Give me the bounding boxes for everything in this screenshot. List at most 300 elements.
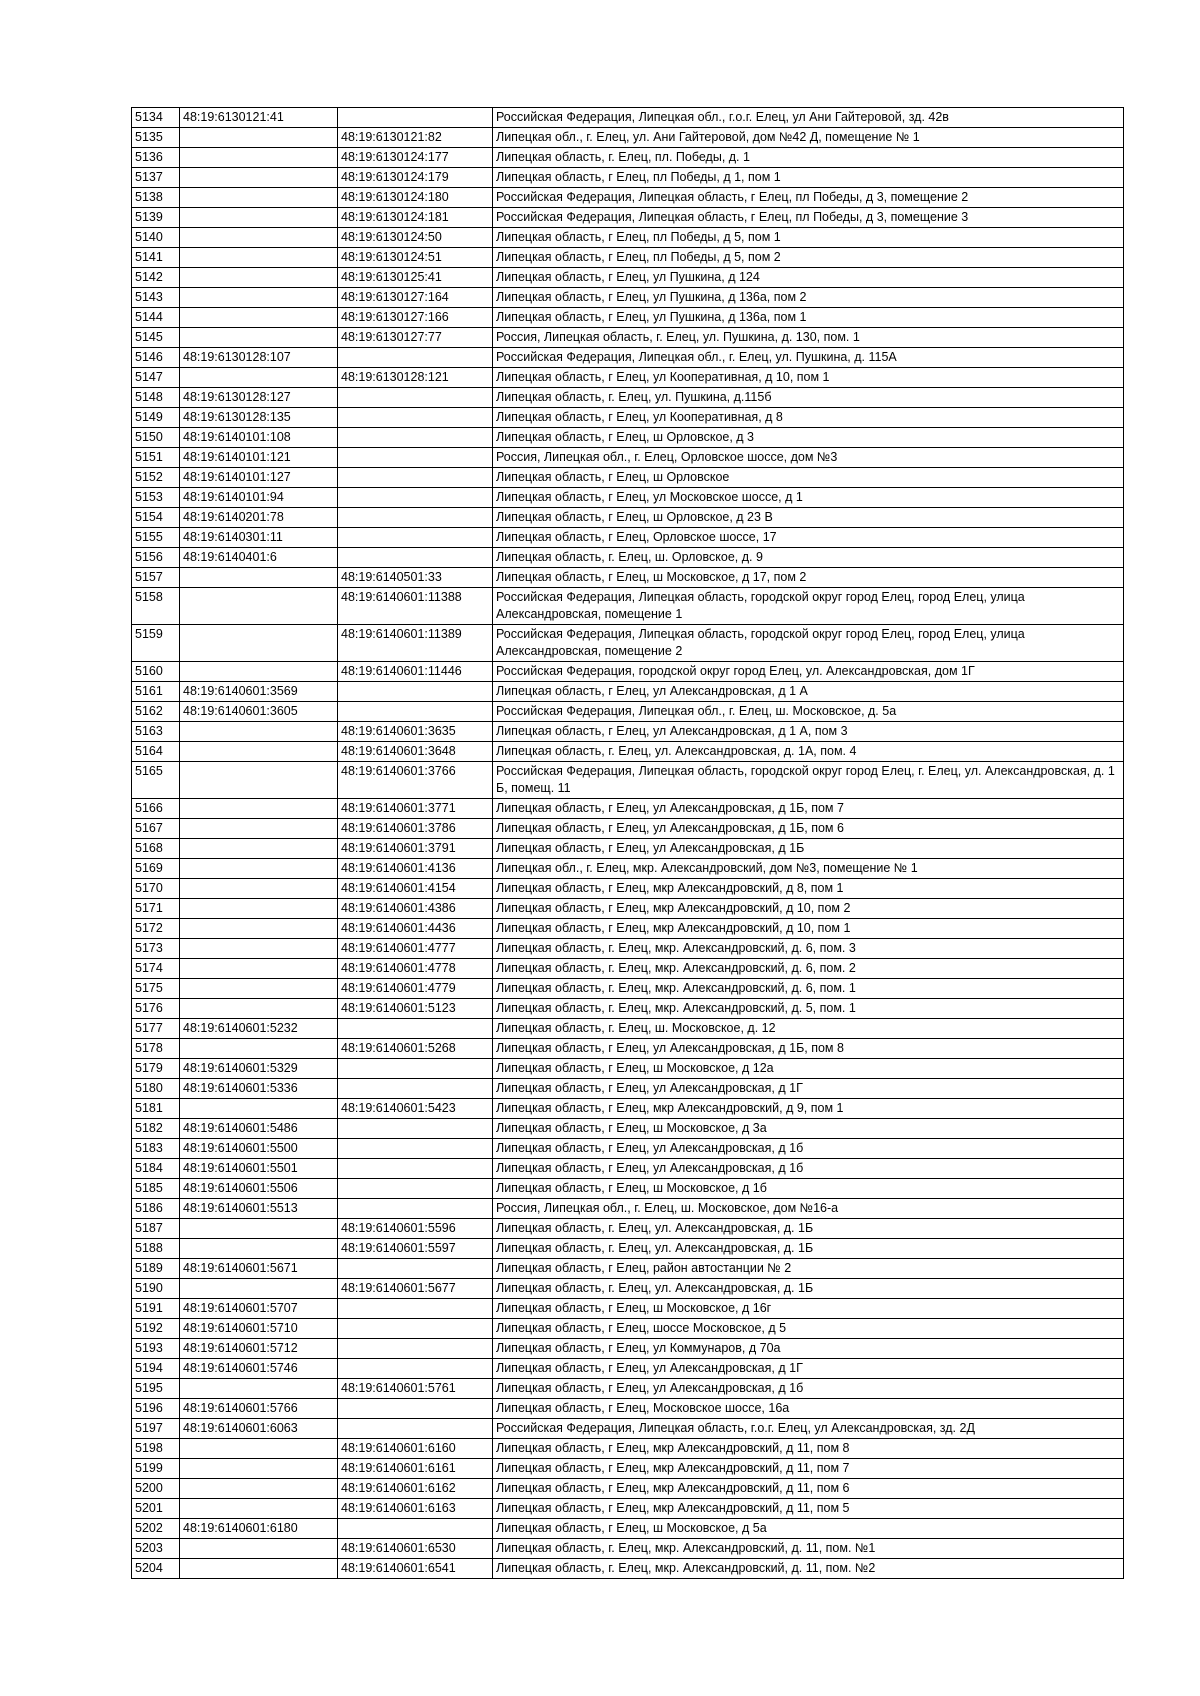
premises-cadastral-number-cell <box>338 1419 493 1439</box>
table-row <box>132 1099 1124 1119</box>
address-cell: Липецкая область, г Елец, Орловское шоссе, 17 <box>493 528 1124 548</box>
table-row <box>132 1139 1124 1159</box>
cadastral-number-cell: 48:19:6140101:121 <box>180 448 338 468</box>
premises-cadastral-number-cell: 48:19:6130127:166 <box>338 308 493 328</box>
address-cell: Липецкая область, г. Елец, ш. Орловское, д. 9 <box>493 548 1124 568</box>
cadastral-number-cell <box>180 662 338 682</box>
table-row <box>132 1219 1124 1239</box>
premises-cadastral-number-cell: 48:19:6140601:4777 <box>338 939 493 959</box>
premises-cadastral-number-cell <box>338 1339 493 1359</box>
cadastral-number-cell: 48:19:6140601:6063 <box>180 1419 338 1439</box>
table-row <box>132 939 1124 959</box>
address-cell: Липецкая область, г Елец, ш Московское, д 12а <box>493 1059 1124 1079</box>
row-number-cell: 5173 <box>132 939 180 959</box>
premises-cadastral-number-cell <box>338 702 493 722</box>
table-row <box>132 1339 1124 1359</box>
premises-cadastral-number-cell: 48:19:6140601:11446 <box>338 662 493 682</box>
address-cell: Липецкая область, г Елец, мкр Александровский, д 10, пом 1 <box>493 919 1124 939</box>
address-cell: Липецкая область, г Елец, мкр Александровский, д 8, пом 1 <box>493 879 1124 899</box>
row-number-cell: 5138 <box>132 188 180 208</box>
table-row <box>132 1359 1124 1379</box>
address-cell: Российская Федерация, Липецкая обл., г. Елец, ул. Пушкина, д. 115А <box>493 348 1124 368</box>
address-cell: Липецкая область, г Елец, ул Кооперативная, д 8 <box>493 408 1124 428</box>
row-number-cell: 5146 <box>132 348 180 368</box>
row-number-cell: 5160 <box>132 662 180 682</box>
premises-cadastral-number-cell: 48:19:6140601:11389 <box>338 625 493 662</box>
row-number-cell: 5194 <box>132 1359 180 1379</box>
premises-cadastral-number-cell <box>338 1059 493 1079</box>
row-number-cell: 5149 <box>132 408 180 428</box>
premises-cadastral-number-cell <box>338 1079 493 1099</box>
address-cell: Российская Федерация, Липецкая область, г Елец, пл Победы, д 3, помещение 2 <box>493 188 1124 208</box>
cadastral-number-cell <box>180 722 338 742</box>
premises-cadastral-number-cell: 48:19:6140601:3648 <box>338 742 493 762</box>
table-row <box>132 839 1124 859</box>
cadastral-number-cell: 48:19:6140601:5486 <box>180 1119 338 1139</box>
table-row <box>132 128 1124 148</box>
address-cell: Российская Федерация, Липецкая область, городской округ город Елец, г. Елец, ул. Александровская, д. 1 Б, помещ. 11 <box>493 762 1124 799</box>
address-cell: Липецкая область, г. Елец, мкр. Александровский, д. 6, пом. 3 <box>493 939 1124 959</box>
address-cell: Российская Федерация, Липецкая обл., г.о.г. Елец, ул Ани Гайтеровой, зд. 42в <box>493 108 1124 128</box>
table-row <box>132 1039 1124 1059</box>
cadastral-number-cell <box>180 879 338 899</box>
cadastral-number-cell <box>180 1479 338 1499</box>
premises-cadastral-number-cell: 48:19:6130124:50 <box>338 228 493 248</box>
premises-cadastral-number-cell: 48:19:6130127:164 <box>338 288 493 308</box>
premises-cadastral-number-cell <box>338 1259 493 1279</box>
table-row <box>132 1519 1124 1539</box>
cadastral-number-cell <box>180 1539 338 1559</box>
cadastral-number-cell: 48:19:6140601:6180 <box>180 1519 338 1539</box>
row-number-cell: 5164 <box>132 742 180 762</box>
premises-cadastral-number-cell: 48:19:6130128:121 <box>338 368 493 388</box>
address-cell: Липецкая область, г Елец, район автостанции № 2 <box>493 1259 1124 1279</box>
table-row <box>132 1459 1124 1479</box>
address-cell: Липецкая область, г. Елец, ш. Московское, д. 12 <box>493 1019 1124 1039</box>
table-row <box>132 722 1124 742</box>
cadastral-number-cell: 48:19:6140601:5500 <box>180 1139 338 1159</box>
table-row <box>132 168 1124 188</box>
table-row <box>132 979 1124 999</box>
address-cell: Липецкая область, г Елец, шоссе Московское, д 5 <box>493 1319 1124 1339</box>
premises-cadastral-number-cell: 48:19:6130124:177 <box>338 148 493 168</box>
address-cell: Липецкая область, г Елец, ул Коммунаров, д 70а <box>493 1339 1124 1359</box>
cadastral-number-cell <box>180 588 338 625</box>
cadastral-number-cell <box>180 625 338 662</box>
cadastral-number-cell: 48:19:6140601:5671 <box>180 1259 338 1279</box>
table-row <box>132 428 1124 448</box>
row-number-cell: 5143 <box>132 288 180 308</box>
cadastral-number-cell: 48:19:6140301:11 <box>180 528 338 548</box>
address-cell: Липецкая область, г Елец, ул Александровская, д 1 А <box>493 682 1124 702</box>
address-cell: Липецкая область, г Елец, ул Александровская, д 1 А, пом 3 <box>493 722 1124 742</box>
table-row <box>132 408 1124 428</box>
table-row <box>132 248 1124 268</box>
row-number-cell: 5136 <box>132 148 180 168</box>
premises-cadastral-number-cell <box>338 1299 493 1319</box>
premises-cadastral-number-cell <box>338 1179 493 1199</box>
address-cell: Липецкая область, г Елец, пл Победы, д 1, пом 1 <box>493 168 1124 188</box>
table-row <box>132 548 1124 568</box>
address-cell: Липецкая область, г Елец, Московское шоссе, 16а <box>493 1399 1124 1419</box>
address-cell: Липецкая область, г. Елец, мкр. Александровский, д. 11, пом. №2 <box>493 1559 1124 1579</box>
table-row <box>132 268 1124 288</box>
property-register-table <box>131 107 1124 1579</box>
cadastral-number-cell: 48:19:6140601:5232 <box>180 1019 338 1039</box>
premises-cadastral-number-cell: 48:19:6140601:3791 <box>338 839 493 859</box>
address-cell: Липецкая область, г Елец, ул Пушкина, д 136а, пом 2 <box>493 288 1124 308</box>
address-cell: Россия, Липецкая обл., г. Елец, Орловское шоссе, дом №3 <box>493 448 1124 468</box>
premises-cadastral-number-cell: 48:19:6140601:4136 <box>338 859 493 879</box>
row-number-cell: 5167 <box>132 819 180 839</box>
address-cell: Липецкая область, г Елец, ул Александровская, д 1Б, пом 6 <box>493 819 1124 839</box>
address-cell: Липецкая область, г Елец, ш Московское, д 5а <box>493 1519 1124 1539</box>
table-row <box>132 1199 1124 1219</box>
cadastral-number-cell <box>180 208 338 228</box>
address-cell: Липецкая область, г Елец, ул Кооперативная, д 10, пом 1 <box>493 368 1124 388</box>
address-cell: Липецкая область, г Елец, ул Александровская, д 1Г <box>493 1359 1124 1379</box>
cadastral-number-cell <box>180 1099 338 1119</box>
row-number-cell: 5179 <box>132 1059 180 1079</box>
cadastral-number-cell: 48:19:6140601:5746 <box>180 1359 338 1379</box>
row-number-cell: 5177 <box>132 1019 180 1039</box>
row-number-cell: 5156 <box>132 548 180 568</box>
premises-cadastral-number-cell: 48:19:6130124:51 <box>338 248 493 268</box>
premises-cadastral-number-cell <box>338 508 493 528</box>
address-cell: Липецкая область, г. Елец, мкр. Александровский, д. 11, пом. №1 <box>493 1539 1124 1559</box>
table-row <box>132 702 1124 722</box>
cadastral-number-cell: 48:19:6140601:5336 <box>180 1079 338 1099</box>
table-row <box>132 1059 1124 1079</box>
row-number-cell: 5183 <box>132 1139 180 1159</box>
table-row <box>132 588 1124 625</box>
table-row <box>132 388 1124 408</box>
row-number-cell: 5165 <box>132 762 180 799</box>
address-cell: Липецкая область, г Елец, ул Александровская, д 1Б, пом 7 <box>493 799 1124 819</box>
row-number-cell: 5178 <box>132 1039 180 1059</box>
row-number-cell: 5181 <box>132 1099 180 1119</box>
row-number-cell: 5147 <box>132 368 180 388</box>
table-row <box>132 188 1124 208</box>
premises-cadastral-number-cell: 48:19:6140601:5596 <box>338 1219 493 1239</box>
table-row <box>132 919 1124 939</box>
row-number-cell: 5170 <box>132 879 180 899</box>
cadastral-number-cell <box>180 742 338 762</box>
cadastral-number-cell <box>180 959 338 979</box>
table-row <box>132 1299 1124 1319</box>
row-number-cell: 5162 <box>132 702 180 722</box>
cadastral-number-cell <box>180 328 338 348</box>
row-number-cell: 5148 <box>132 388 180 408</box>
row-number-cell: 5196 <box>132 1399 180 1419</box>
cadastral-number-cell <box>180 228 338 248</box>
premises-cadastral-number-cell <box>338 1159 493 1179</box>
cadastral-number-cell <box>180 859 338 879</box>
premises-cadastral-number-cell: 48:19:6140601:4778 <box>338 959 493 979</box>
cadastral-number-cell: 48:19:6140601:3569 <box>180 682 338 702</box>
address-cell: Липецкая область, г Елец, пл Победы, д 5, пом 2 <box>493 248 1124 268</box>
table-row <box>132 682 1124 702</box>
address-cell: Липецкая область, г Елец, мкр Александровский, д 11, пом 8 <box>493 1439 1124 1459</box>
table-row <box>132 899 1124 919</box>
table-row <box>132 1159 1124 1179</box>
premises-cadastral-number-cell: 48:19:6140601:5123 <box>338 999 493 1019</box>
premises-cadastral-number-cell: 48:19:6130124:180 <box>338 188 493 208</box>
premises-cadastral-number-cell: 48:19:6140601:4436 <box>338 919 493 939</box>
cadastral-number-cell <box>180 1379 338 1399</box>
cadastral-number-cell: 48:19:6140101:94 <box>180 488 338 508</box>
row-number-cell: 5158 <box>132 588 180 625</box>
cadastral-number-cell: 48:19:6140601:5766 <box>180 1399 338 1419</box>
cadastral-number-cell <box>180 368 338 388</box>
premises-cadastral-number-cell <box>338 1119 493 1139</box>
premises-cadastral-number-cell <box>338 1359 493 1379</box>
row-number-cell: 5175 <box>132 979 180 999</box>
cadastral-number-cell: 48:19:6140601:5712 <box>180 1339 338 1359</box>
row-number-cell: 5187 <box>132 1219 180 1239</box>
address-cell: Липецкая область, г. Елец, ул. Александровская, д. 1Б <box>493 1239 1124 1259</box>
table-row <box>132 328 1124 348</box>
premises-cadastral-number-cell: 48:19:6140601:6160 <box>338 1439 493 1459</box>
cadastral-number-cell: 48:19:6140601:3605 <box>180 702 338 722</box>
premises-cadastral-number-cell: 48:19:6140601:5268 <box>338 1039 493 1059</box>
cadastral-number-cell <box>180 128 338 148</box>
table-row <box>132 528 1124 548</box>
row-number-cell: 5134 <box>132 108 180 128</box>
address-cell: Липецкая область, г. Елец, пл. Победы, д. 1 <box>493 148 1124 168</box>
cadastral-number-cell <box>180 188 338 208</box>
cadastral-number-cell <box>180 148 338 168</box>
address-cell: Липецкая область, г Елец, ул Александровская, д 1б <box>493 1159 1124 1179</box>
premises-cadastral-number-cell: 48:19:6140601:6162 <box>338 1479 493 1499</box>
premises-cadastral-number-cell: 48:19:6140601:3771 <box>338 799 493 819</box>
premises-cadastral-number-cell <box>338 448 493 468</box>
premises-cadastral-number-cell: 48:19:6140501:33 <box>338 568 493 588</box>
row-number-cell: 5139 <box>132 208 180 228</box>
row-number-cell: 5189 <box>132 1259 180 1279</box>
premises-cadastral-number-cell: 48:19:6130124:179 <box>338 168 493 188</box>
address-cell: Российская Федерация, Липецкая область, г.о.г. Елец, ул Александровская, зд. 2Д <box>493 1419 1124 1439</box>
row-number-cell: 5204 <box>132 1559 180 1579</box>
table-row <box>132 1419 1124 1439</box>
table-row <box>132 348 1124 368</box>
address-cell: Липецкая область, г Елец, ш Орловское, д 23 В <box>493 508 1124 528</box>
address-cell: Липецкая область, г Елец, мкр Александровский, д 11, пом 5 <box>493 1499 1124 1519</box>
table-row <box>132 819 1124 839</box>
cadastral-number-cell: 48:19:6140601:5707 <box>180 1299 338 1319</box>
address-cell: Россия, Липецкая обл., г. Елец, ш. Московское, дом №16-а <box>493 1199 1124 1219</box>
cadastral-number-cell <box>180 979 338 999</box>
premises-cadastral-number-cell: 48:19:6140601:3766 <box>338 762 493 799</box>
cadastral-number-cell: 48:19:6140401:6 <box>180 548 338 568</box>
address-cell: Липецкая область, г Елец, ш Орловское <box>493 468 1124 488</box>
cadastral-number-cell: 48:19:6130128:127 <box>180 388 338 408</box>
row-number-cell: 5152 <box>132 468 180 488</box>
row-number-cell: 5176 <box>132 999 180 1019</box>
table-row <box>132 1259 1124 1279</box>
address-cell: Липецкая область, г. Елец, ул. Пушкина, д.115б <box>493 388 1124 408</box>
row-number-cell: 5195 <box>132 1379 180 1399</box>
cadastral-number-cell: 48:19:6130128:135 <box>180 408 338 428</box>
row-number-cell: 5172 <box>132 919 180 939</box>
row-number-cell: 5201 <box>132 1499 180 1519</box>
row-number-cell: 5157 <box>132 568 180 588</box>
address-cell: Липецкая область, г. Елец, мкр. Александровский, д. 6, пом. 2 <box>493 959 1124 979</box>
table-row <box>132 1539 1124 1559</box>
premises-cadastral-number-cell: 48:19:6140601:6541 <box>338 1559 493 1579</box>
table-row <box>132 108 1124 128</box>
row-number-cell: 5153 <box>132 488 180 508</box>
row-number-cell: 5145 <box>132 328 180 348</box>
row-number-cell: 5135 <box>132 128 180 148</box>
table-row <box>132 1239 1124 1259</box>
row-number-cell: 5142 <box>132 268 180 288</box>
address-cell: Липецкая область, г Елец, мкр Александровский, д 11, пом 7 <box>493 1459 1124 1479</box>
row-number-cell: 5169 <box>132 859 180 879</box>
cadastral-number-cell <box>180 248 338 268</box>
address-cell: Российская Федерация, Липецкая область, г Елец, пл Победы, д 3, помещение 3 <box>493 208 1124 228</box>
address-cell: Липецкая область, г. Елец, ул. Александровская, д. 1А, пом. 4 <box>493 742 1124 762</box>
premises-cadastral-number-cell: 48:19:6140601:4779 <box>338 979 493 999</box>
premises-cadastral-number-cell <box>338 108 493 128</box>
cadastral-number-cell <box>180 919 338 939</box>
premises-cadastral-number-cell <box>338 348 493 368</box>
cadastral-number-cell: 48:19:6130128:107 <box>180 348 338 368</box>
cadastral-number-cell <box>180 168 338 188</box>
address-cell: Липецкая область, г Елец, мкр Александровский, д 11, пом 6 <box>493 1479 1124 1499</box>
row-number-cell: 5151 <box>132 448 180 468</box>
table-row <box>132 1079 1124 1099</box>
cadastral-number-cell <box>180 999 338 1019</box>
table-body <box>132 108 1124 1579</box>
table-row <box>132 368 1124 388</box>
table-row <box>132 228 1124 248</box>
row-number-cell: 5140 <box>132 228 180 248</box>
premises-cadastral-number-cell: 48:19:6140601:4154 <box>338 879 493 899</box>
row-number-cell: 5141 <box>132 248 180 268</box>
cadastral-number-cell <box>180 1559 338 1579</box>
cadastral-number-cell <box>180 839 338 859</box>
premises-cadastral-number-cell <box>338 388 493 408</box>
table-row <box>132 1479 1124 1499</box>
cadastral-number-cell <box>180 1239 338 1259</box>
row-number-cell: 5203 <box>132 1539 180 1559</box>
cadastral-number-cell <box>180 1439 338 1459</box>
row-number-cell: 5154 <box>132 508 180 528</box>
premises-cadastral-number-cell <box>338 1139 493 1159</box>
row-number-cell: 5185 <box>132 1179 180 1199</box>
cadastral-number-cell: 48:19:6140101:127 <box>180 468 338 488</box>
address-cell: Российская Федерация, Липецкая область, городской округ город Елец, город Елец, улица Александровская, помещение 1 <box>493 588 1124 625</box>
row-number-cell: 5180 <box>132 1079 180 1099</box>
premises-cadastral-number-cell <box>338 428 493 448</box>
cadastral-number-cell <box>180 288 338 308</box>
cadastral-number-cell <box>180 762 338 799</box>
table-row <box>132 488 1124 508</box>
row-number-cell: 5166 <box>132 799 180 819</box>
premises-cadastral-number-cell: 48:19:6130125:41 <box>338 268 493 288</box>
premises-cadastral-number-cell <box>338 1199 493 1219</box>
address-cell: Российская Федерация, Липецкая обл., г. Елец, ш. Московское, д. 5а <box>493 702 1124 722</box>
cadastral-number-cell <box>180 799 338 819</box>
premises-cadastral-number-cell: 48:19:6140601:6163 <box>338 1499 493 1519</box>
row-number-cell: 5191 <box>132 1299 180 1319</box>
table-row <box>132 859 1124 879</box>
cadastral-number-cell: 48:19:6140601:5506 <box>180 1179 338 1199</box>
premises-cadastral-number-cell: 48:19:6140601:5597 <box>338 1239 493 1259</box>
address-cell: Липецкая область, г Елец, мкр Александровский, д 10, пом 2 <box>493 899 1124 919</box>
row-number-cell: 5182 <box>132 1119 180 1139</box>
table-row <box>132 1559 1124 1579</box>
row-number-cell: 5188 <box>132 1239 180 1259</box>
address-cell: Российская Федерация, Липецкая область, городской округ город Елец, город Елец, улица Александровская, помещение 2 <box>493 625 1124 662</box>
row-number-cell: 5171 <box>132 899 180 919</box>
premises-cadastral-number-cell <box>338 488 493 508</box>
row-number-cell: 5198 <box>132 1439 180 1459</box>
address-cell: Липецкая область, г. Елец, ул. Александровская, д. 1Б <box>493 1219 1124 1239</box>
table-row <box>132 1119 1124 1139</box>
premises-cadastral-number-cell: 48:19:6140601:3786 <box>338 819 493 839</box>
premises-cadastral-number-cell: 48:19:6140601:11388 <box>338 588 493 625</box>
row-number-cell: 5144 <box>132 308 180 328</box>
address-cell: Липецкая область, г Елец, ул Александровская, д 1б <box>493 1139 1124 1159</box>
address-cell: Россия, Липецкая область, г. Елец, ул. Пушкина, д. 130, пом. 1 <box>493 328 1124 348</box>
cadastral-number-cell <box>180 568 338 588</box>
row-number-cell: 5199 <box>132 1459 180 1479</box>
cadastral-number-cell <box>180 268 338 288</box>
address-cell: Липецкая область, г Елец, ш Московское, д 1б <box>493 1179 1124 1199</box>
table-row <box>132 1319 1124 1339</box>
premises-cadastral-number-cell <box>338 1519 493 1539</box>
cadastral-number-cell <box>180 308 338 328</box>
row-number-cell: 5159 <box>132 625 180 662</box>
premises-cadastral-number-cell: 48:19:6140601:3635 <box>338 722 493 742</box>
address-cell: Липецкая область, г Елец, ш Орловское, д 3 <box>493 428 1124 448</box>
cadastral-number-cell: 48:19:6140601:5513 <box>180 1199 338 1219</box>
cadastral-number-cell: 48:19:6140601:5710 <box>180 1319 338 1339</box>
cadastral-number-cell: 48:19:6140201:78 <box>180 508 338 528</box>
cadastral-number-cell <box>180 1279 338 1299</box>
row-number-cell: 5200 <box>132 1479 180 1499</box>
premises-cadastral-number-cell: 48:19:6130121:82 <box>338 128 493 148</box>
address-cell: Липецкая область, г Елец, ул Александровская, д 1б <box>493 1379 1124 1399</box>
address-cell: Липецкая область, г Елец, ул Пушкина, д 136а, пом 1 <box>493 308 1124 328</box>
premises-cadastral-number-cell <box>338 682 493 702</box>
address-cell: Липецкая область, г Елец, ш Московское, д 17, пом 2 <box>493 568 1124 588</box>
table-row <box>132 662 1124 682</box>
cadastral-number-cell <box>180 1219 338 1239</box>
table-row <box>132 1019 1124 1039</box>
table-row <box>132 879 1124 899</box>
row-number-cell: 5163 <box>132 722 180 742</box>
row-number-cell: 5150 <box>132 428 180 448</box>
cadastral-number-cell: 48:19:6130121:41 <box>180 108 338 128</box>
address-cell: Липецкая область, г Елец, ш Московское, д 16г <box>493 1299 1124 1319</box>
premises-cadastral-number-cell: 48:19:6130124:181 <box>338 208 493 228</box>
premises-cadastral-number-cell: 48:19:6140601:6530 <box>338 1539 493 1559</box>
address-cell: Липецкая область, г. Елец, мкр. Александровский, д. 5, пом. 1 <box>493 999 1124 1019</box>
row-number-cell: 5161 <box>132 682 180 702</box>
premises-cadastral-number-cell: 48:19:6140601:5677 <box>338 1279 493 1299</box>
table-row <box>132 1279 1124 1299</box>
address-cell: Липецкая обл., г. Елец, мкр. Александровский, дом №3, помещение № 1 <box>493 859 1124 879</box>
address-cell: Липецкая область, г Елец, пл Победы, д 5, пом 1 <box>493 228 1124 248</box>
premises-cadastral-number-cell <box>338 1399 493 1419</box>
row-number-cell: 5193 <box>132 1339 180 1359</box>
premises-cadastral-number-cell: 48:19:6140601:6161 <box>338 1459 493 1479</box>
address-cell: Липецкая область, г Елец, ул Пушкина, д 124 <box>493 268 1124 288</box>
address-cell: Липецкая область, г Елец, ул Александровская, д 1Б, пом 8 <box>493 1039 1124 1059</box>
